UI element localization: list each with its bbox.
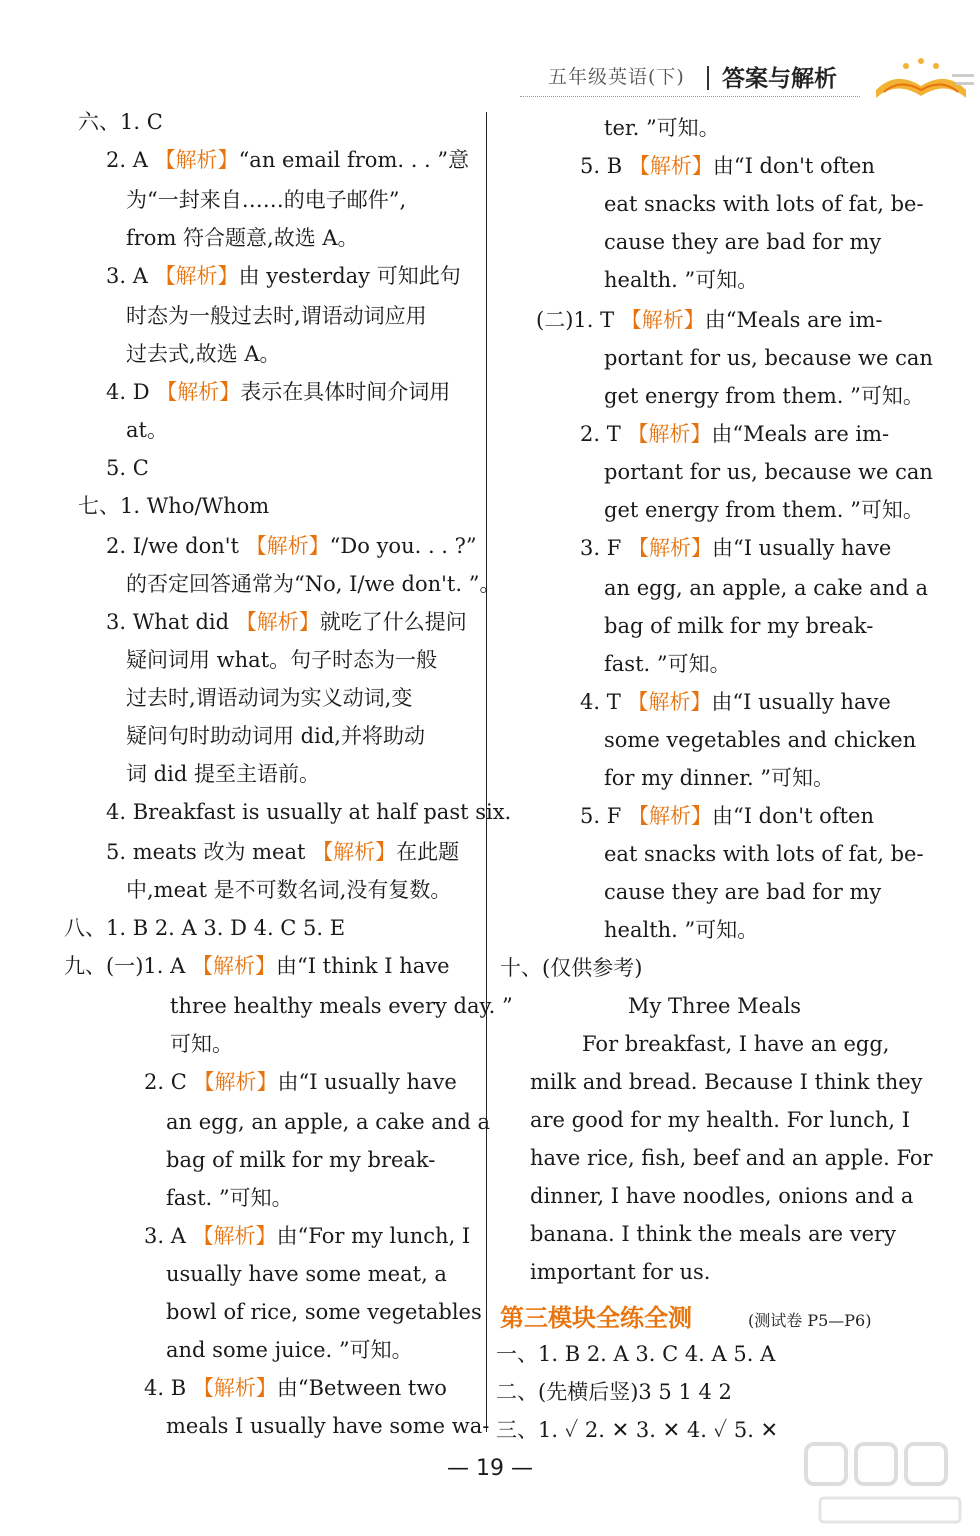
analysis-text: 由“Meals are im- [704,308,883,332]
analysis-text: 由“I think I have [275,954,450,978]
text-line: 六、1. C [78,110,163,134]
column-divider [486,112,487,1432]
text-line: 三、1. ✓ 2. ✕ 3. ✕ 4. ✓ 5. ✕ [496,1418,779,1442]
text-line [64,956,450,977]
text-line [580,156,875,177]
text-line: For breakfast, I have an egg, [582,1032,890,1056]
text-line [106,842,459,863]
text-line: 八、1. B 2. A 3. D 4. C 5. E [64,916,346,940]
text-line: 二、(先横后竖)3 5 1 4 2 [496,1380,732,1404]
analysis-tag: 【解析】 [192,1376,277,1400]
text-line: have rice, fish, beef and an apple. For [530,1146,933,1170]
text-line: bag of milk for my break- [166,1148,436,1172]
text-line: meals I usually have some wa- [166,1414,490,1438]
text-line: 词 did 提至主语前。 [126,762,320,786]
text-line: health. ”可知。 [604,918,759,942]
analysis-text: 由“Meals are im- [711,422,890,446]
analysis-tag: 【解析】 [628,154,713,178]
text-line: portant for us, because we can [604,346,933,370]
text-line: three healthy meals every day. ” [170,994,513,1018]
answer-label: (二)1. T [536,308,621,332]
analysis-tag: 【解析】 [154,264,239,288]
analysis-tag: 【解析】 [627,422,712,446]
section-subtitle: (测试卷 P5—P6) [748,1311,872,1330]
text-line: and some juice. ”可知。 [166,1338,413,1362]
answer-label: 3. F [580,536,628,560]
text-line: 七、1. Who/Whom [78,494,270,518]
analysis-tag: 【解析】 [627,804,712,828]
text-line [580,692,891,713]
text-line: eat snacks with lots of fat, be- [604,192,924,216]
answer-label: 2. A [106,148,155,172]
text-line [580,538,891,559]
text-line: eat snacks with lots of fat, be- [604,842,924,866]
text-line: 疑问句时助动词用 did,并将助动 [126,724,425,748]
text-line: get energy from them. ”可知。 [604,498,924,522]
text-line: bag of milk for my break- [604,614,874,638]
header-separator [707,66,709,90]
text-line: 过去式,故选 A。 [126,342,281,366]
text-line: 疑问词用 what。句子时态为一般 [126,648,438,672]
answer-label: 2. I/we don't [106,534,246,558]
text-line [536,310,883,331]
text-line: for my dinner. ”可知。 [604,766,835,790]
text-line: 十、(仅供参考) [500,956,643,980]
text-line: portant for us, because we can [604,460,933,484]
text-line [106,612,467,633]
analysis-tag: 【解析】 [191,954,276,978]
section-title: 第三模块全练全测 [500,1304,692,1332]
answer-label: 3. What did [106,610,236,634]
analysis-text: 由“I don't often [711,804,874,828]
text-line: fast. ”可知。 [166,1186,293,1210]
text-line: an egg, an apple, a cake and a [166,1110,490,1134]
text-line: important for us. [530,1260,711,1284]
text-line: get energy from them. ”可知。 [604,384,924,408]
text-line: 4. Breakfast is usually at half past six. [106,800,512,824]
text-line: an egg, an apple, a cake and a [604,576,928,600]
text-line: 中,meat 是不可数名词,没有复数。 [126,878,452,902]
watermark-logo [800,1440,975,1530]
text-line: 时态为一般过去时,谓语动词应用 [126,304,427,328]
text-line [144,1226,470,1247]
text-line: 过去时,谓语动词为实义动词,变 [126,686,413,710]
analysis-text: 由“For my lunch, I [276,1224,471,1248]
analysis-tag: 【解析】 [627,690,712,714]
text-line: 5. C [106,456,149,480]
header-dotted-line [520,96,860,97]
text-line: milk and bread. Because I think they [530,1070,923,1094]
answer-label: 4. T [580,690,628,714]
answer-label: 2. T [580,422,628,446]
text-line: some vegetables and chicken [604,728,917,752]
answer-label: 2. C [144,1070,194,1094]
analysis-tag: 【解析】 [627,536,712,560]
header-book-title: 五年级英语(下) [548,66,685,88]
page-number: — 19 — [447,1456,533,1481]
text-line: dinner, I have noodles, onions and a [530,1184,914,1208]
text-line: fast. ”可知。 [604,652,731,676]
analysis-text: 由“I don't often [712,154,875,178]
analysis-tag: 【解析】 [620,308,705,332]
answer-label: 5. meats 改为 meat [106,840,313,864]
text-line: cause they are bad for my [604,230,882,254]
answer-label: 九、(一)1. A [64,954,192,978]
header-title: 答案与解析 [722,66,837,92]
text-line: 一、1. B 2. A 3. C 4. A 5. A [496,1342,776,1366]
text-line: 的否定回答通常为“No, I/we don't. ”。 [126,572,501,596]
text-line: banana. I think the meals are very [530,1222,896,1246]
analysis-text: 就吃了什么提问 [319,610,467,634]
answer-label: 3. A [106,264,155,288]
analysis-text: “Do you. . . ?” [329,534,477,558]
analysis-tag: 【解析】 [193,1070,278,1094]
text-line [106,382,450,403]
answer-label: 4. D [106,380,157,404]
answer-label: 4. B [144,1376,193,1400]
analysis-text: 表示在具体时间介词用 [240,380,451,404]
book-logo-icon [866,52,976,110]
text-line: cause they are bad for my [604,880,882,904]
text-line: ter. ”可知。 [604,116,720,140]
text-line: 为“一封来自……的电子邮件”, [126,188,407,212]
analysis-text: “an email from. . . ”意 [238,148,470,172]
text-line [580,424,889,445]
analysis-text: 由“Between two [276,1376,447,1400]
text-line [144,1072,457,1093]
text-line: usually have some meat, a [166,1262,447,1286]
analysis-text: 由“I usually have [711,690,891,714]
analysis-tag: 【解析】 [156,380,241,404]
text-line: from 符合题意,故选 A。 [126,226,359,250]
analysis-tag: 【解析】 [245,534,330,558]
text-line: bowl of rice, some vegetables [166,1300,482,1324]
analysis-tag: 【解析】 [192,1224,277,1248]
text-line: are good for my health. For lunch, I [530,1108,911,1132]
text-line [144,1378,447,1399]
text-line: at。 [126,418,168,442]
answer-label: 3. A [144,1224,193,1248]
text-line [580,806,874,827]
text-line [106,266,461,287]
text-line [106,150,469,171]
analysis-text: 由“I usually have [711,536,892,560]
answer-label: 5. B [580,154,629,178]
text-line: 可知。 [170,1032,233,1056]
analysis-tag: 【解析】 [312,840,397,864]
analysis-tag: 【解析】 [235,610,320,634]
analysis-text: 在此题 [396,840,460,864]
analysis-text: 由 yesterday 可知此句 [238,264,461,288]
text-line [106,536,477,557]
analysis-text: 由“I usually have [277,1070,457,1094]
answer-label: 5. F [580,804,628,828]
text-line: health. ”可知。 [604,268,759,292]
text-line: My Three Meals [628,994,802,1018]
analysis-tag: 【解析】 [154,148,239,172]
